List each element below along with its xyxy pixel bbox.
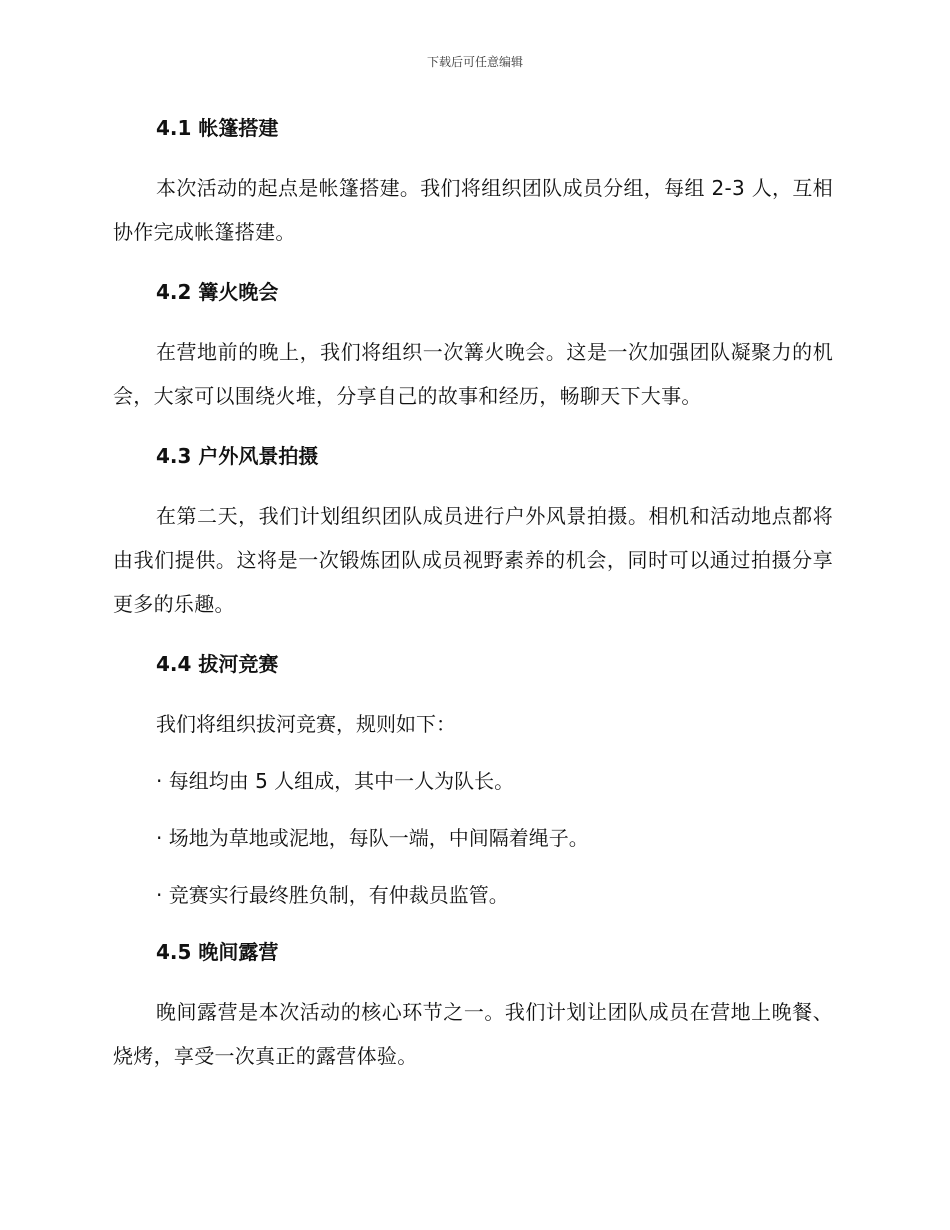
rule-item: · 每组均由 5 人组成，其中一人为队长。 [156, 769, 515, 793]
paragraph-tent-setup: 本次活动的起点是帐篷搭建。我们将组织团队成员分组，每组 2-3 人，互相协作完成帐篷搭建。 [113, 176, 833, 244]
tug-of-war-intro: 我们将组织拔河竞赛，规则如下： [156, 712, 456, 736]
section-heading-4-1: 4.1 帐篷搭建 [156, 116, 279, 140]
rule-item: · 竞赛实行最终胜负制，有仲裁员监管。 [156, 883, 509, 907]
paragraph-outdoor-photography: 在第二天，我们计划组织团队成员进行户外风景拍摄。相机和活动地点都将由我们提供。这将是一次锻炼团队成员视野素养的机会，同时可以通过拍摄分享更多的乐趣。 [113, 504, 833, 616]
section-heading-4-4: 4.4 拔河竞赛 [156, 652, 279, 676]
document-body [113, 106, 833, 1094]
section-heading-4-5: 4.5 晚间露营 [156, 940, 279, 964]
paragraph-bonfire-party: 在营地前的晚上，我们将组织一次篝火晚会。这是一次加强团队凝聚力的机会，大家可以围绕火堆，分享自己的故事和经历，畅聊天下大事。 [113, 340, 833, 408]
rule-item: · 场地为草地或泥地，每队一端，中间隔着绳子。 [156, 826, 589, 850]
page-header: 下载后可任意编辑 [426, 55, 523, 69]
paragraph-night-camping: 晚间露营是本次活动的核心环节之一。我们计划让团队成员在营地上晚餐、烧烤，享受一次真正的露营体验。 [113, 1000, 833, 1068]
section-heading-4-2: 4.2 篝火晚会 [156, 280, 279, 304]
section-heading-4-3: 4.3 户外风景拍摄 [156, 444, 319, 468]
